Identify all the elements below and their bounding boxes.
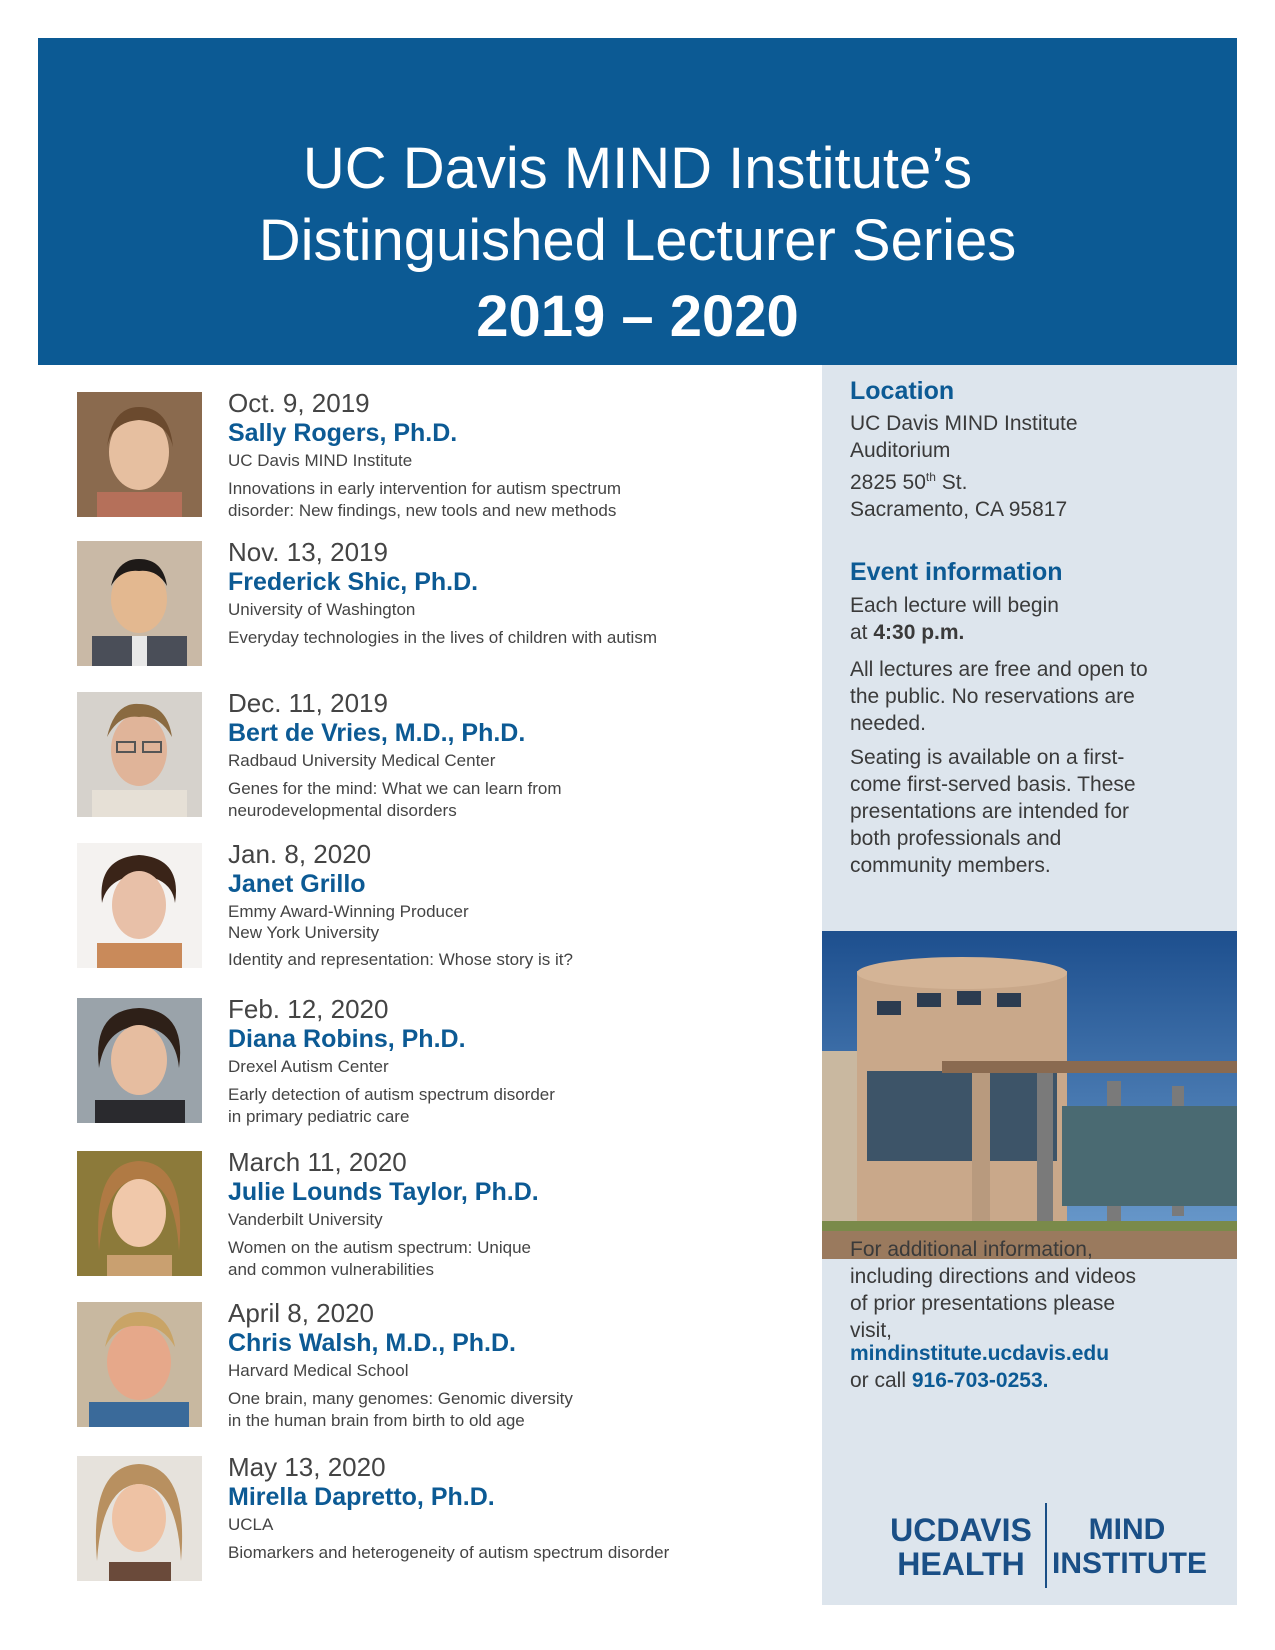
ucdavis-mind-logo <box>864 1512 1207 1603</box>
location-heading: Location <box>850 377 955 405</box>
speaker-institution: Drexel Autism Center <box>228 1057 389 1076</box>
lecture-date: March 11, 2020 <box>228 1147 407 1177</box>
speaker-name: Sally Rogers, Ph.D. <box>228 419 458 447</box>
lecture-date: Dec. 11, 2019 <box>228 688 388 718</box>
event-begin-line1: Each lecture will begin <box>850 594 1059 617</box>
speaker-role: Emmy Award-Winning Producer <box>228 902 469 921</box>
speaker-photo <box>77 541 202 666</box>
location-street: 2825 50 <box>850 471 926 494</box>
speaker-name: Julie Lounds Taylor, Ph.D. <box>228 1178 539 1206</box>
speaker-name: Janet Grillo <box>228 870 366 898</box>
speaker-institution: Vanderbilt University <box>228 1210 383 1229</box>
speaker-photo <box>77 1151 202 1276</box>
talk-title-line2: neurodevelopmental disorders <box>228 801 457 820</box>
building-photo <box>822 931 1237 1259</box>
event-begin-line2: at <box>850 621 874 644</box>
speaker-name: Diana Robins, Ph.D. <box>228 1025 466 1053</box>
speaker-institution: New York University <box>228 923 380 942</box>
speaker-photo <box>77 843 202 968</box>
speaker-photo <box>77 1456 202 1581</box>
talk-title-line2: and common vulnerabilities <box>228 1260 434 1279</box>
location-name: UC Davis MIND Institute <box>850 412 1078 435</box>
header-title-line2: Distinguished Lecturer Series <box>258 208 1017 273</box>
speaker-name: Frederick Shic, Ph.D. <box>228 568 479 596</box>
lecture-date: Oct. 9, 2019 <box>228 388 370 418</box>
speaker-photo <box>77 692 202 817</box>
talk-title-line2: disorder: New findings, new tools and new methods <box>228 501 617 520</box>
talk-title-line1: One brain, many genomes: Genomic diversity <box>228 1389 573 1408</box>
event-free-note: All lectures are free and open to the public. No reservations are needed. <box>850 658 1148 735</box>
talk-title-line1: Early detection of autism spectrum disorder <box>228 1085 555 1104</box>
lecture-date: April 8, 2020 <box>228 1298 374 1328</box>
location-street-end: St. <box>935 471 968 494</box>
speaker-institution: University of Washington <box>228 600 416 619</box>
speaker-name: Mirella Dapretto, Ph.D. <box>228 1483 495 1511</box>
mind-institute-wordmark: MIND INSTITUTE <box>1052 1513 1207 1580</box>
website-link[interactable]: mindinstitute.ucdavis.edu <box>850 1342 1110 1365</box>
talk-title-line1: Everyday technologies in the lives of children with autism <box>228 628 657 647</box>
speaker-name: Bert de Vries, M.D., Ph.D. <box>228 719 526 747</box>
contact-block <box>850 1340 1220 1394</box>
phone-link[interactable]: 916-703-0253. <box>911 1369 1049 1392</box>
talk-title-line1: Innovations in early intervention for autism spectrum <box>228 479 622 498</box>
ucdavis-health-wordmark: UCDAVIS HEALTH <box>890 1512 1032 1582</box>
talk-title-line2: in the human brain from birth to old age <box>228 1411 525 1430</box>
speaker-institution: UC Davis MIND Institute <box>228 451 413 470</box>
event-time <box>850 592 1220 646</box>
speaker-institution: Harvard Medical School <box>228 1361 409 1380</box>
talk-title-line2: in primary pediatric care <box>228 1107 410 1126</box>
event-seating-note: Seating is available on a first-come first-served basis. These presentations are intended for both professionals and community members. <box>850 746 1136 877</box>
location-city: Sacramento, CA 95817 <box>850 498 1068 521</box>
info-sidebar <box>822 365 1237 1605</box>
location-address <box>850 410 1220 523</box>
speaker-name: Chris Walsh, M.D., Ph.D. <box>228 1329 516 1357</box>
header-years: 2019 – 2020 <box>476 284 799 349</box>
talk-title-line1: Identity and representation: Whose story is it? <box>228 950 573 969</box>
talk-title-line1: Biomarkers and heterogeneity of autism spectrum disorder <box>228 1543 670 1562</box>
location-room: Auditorium <box>850 439 951 462</box>
lecture-date: May 13, 2020 <box>228 1452 386 1482</box>
talk-title-line1: Women on the autism spectrum: Unique <box>228 1238 531 1257</box>
location-street-sup: th <box>925 470 936 484</box>
speaker-institution: UCLA <box>228 1515 274 1534</box>
call-prefix: or call <box>850 1369 912 1392</box>
lecture-date: Feb. 12, 2020 <box>228 994 389 1024</box>
header-banner <box>38 38 1237 365</box>
talk-title-line1: Genes for the mind: What we can learn from <box>228 779 562 798</box>
speaker-institution: Radbaud University Medical Center <box>228 751 496 770</box>
lecture-date: Nov. 13, 2019 <box>228 537 388 567</box>
speaker-photo <box>77 392 202 517</box>
more-info-text: For additional information, including directions and videos of prior presentations please visit, <box>850 1238 1137 1342</box>
header-title-line1: UC Davis MIND Institute’s <box>302 136 973 201</box>
lecture-date: Jan. 8, 2020 <box>228 839 372 869</box>
logo-divider <box>1045 1503 1047 1588</box>
speaker-photo <box>77 1302 202 1427</box>
speaker-photo <box>77 998 202 1123</box>
event-heading: Event information <box>850 558 1063 586</box>
event-time-value: 4:30 p.m. <box>873 621 965 644</box>
